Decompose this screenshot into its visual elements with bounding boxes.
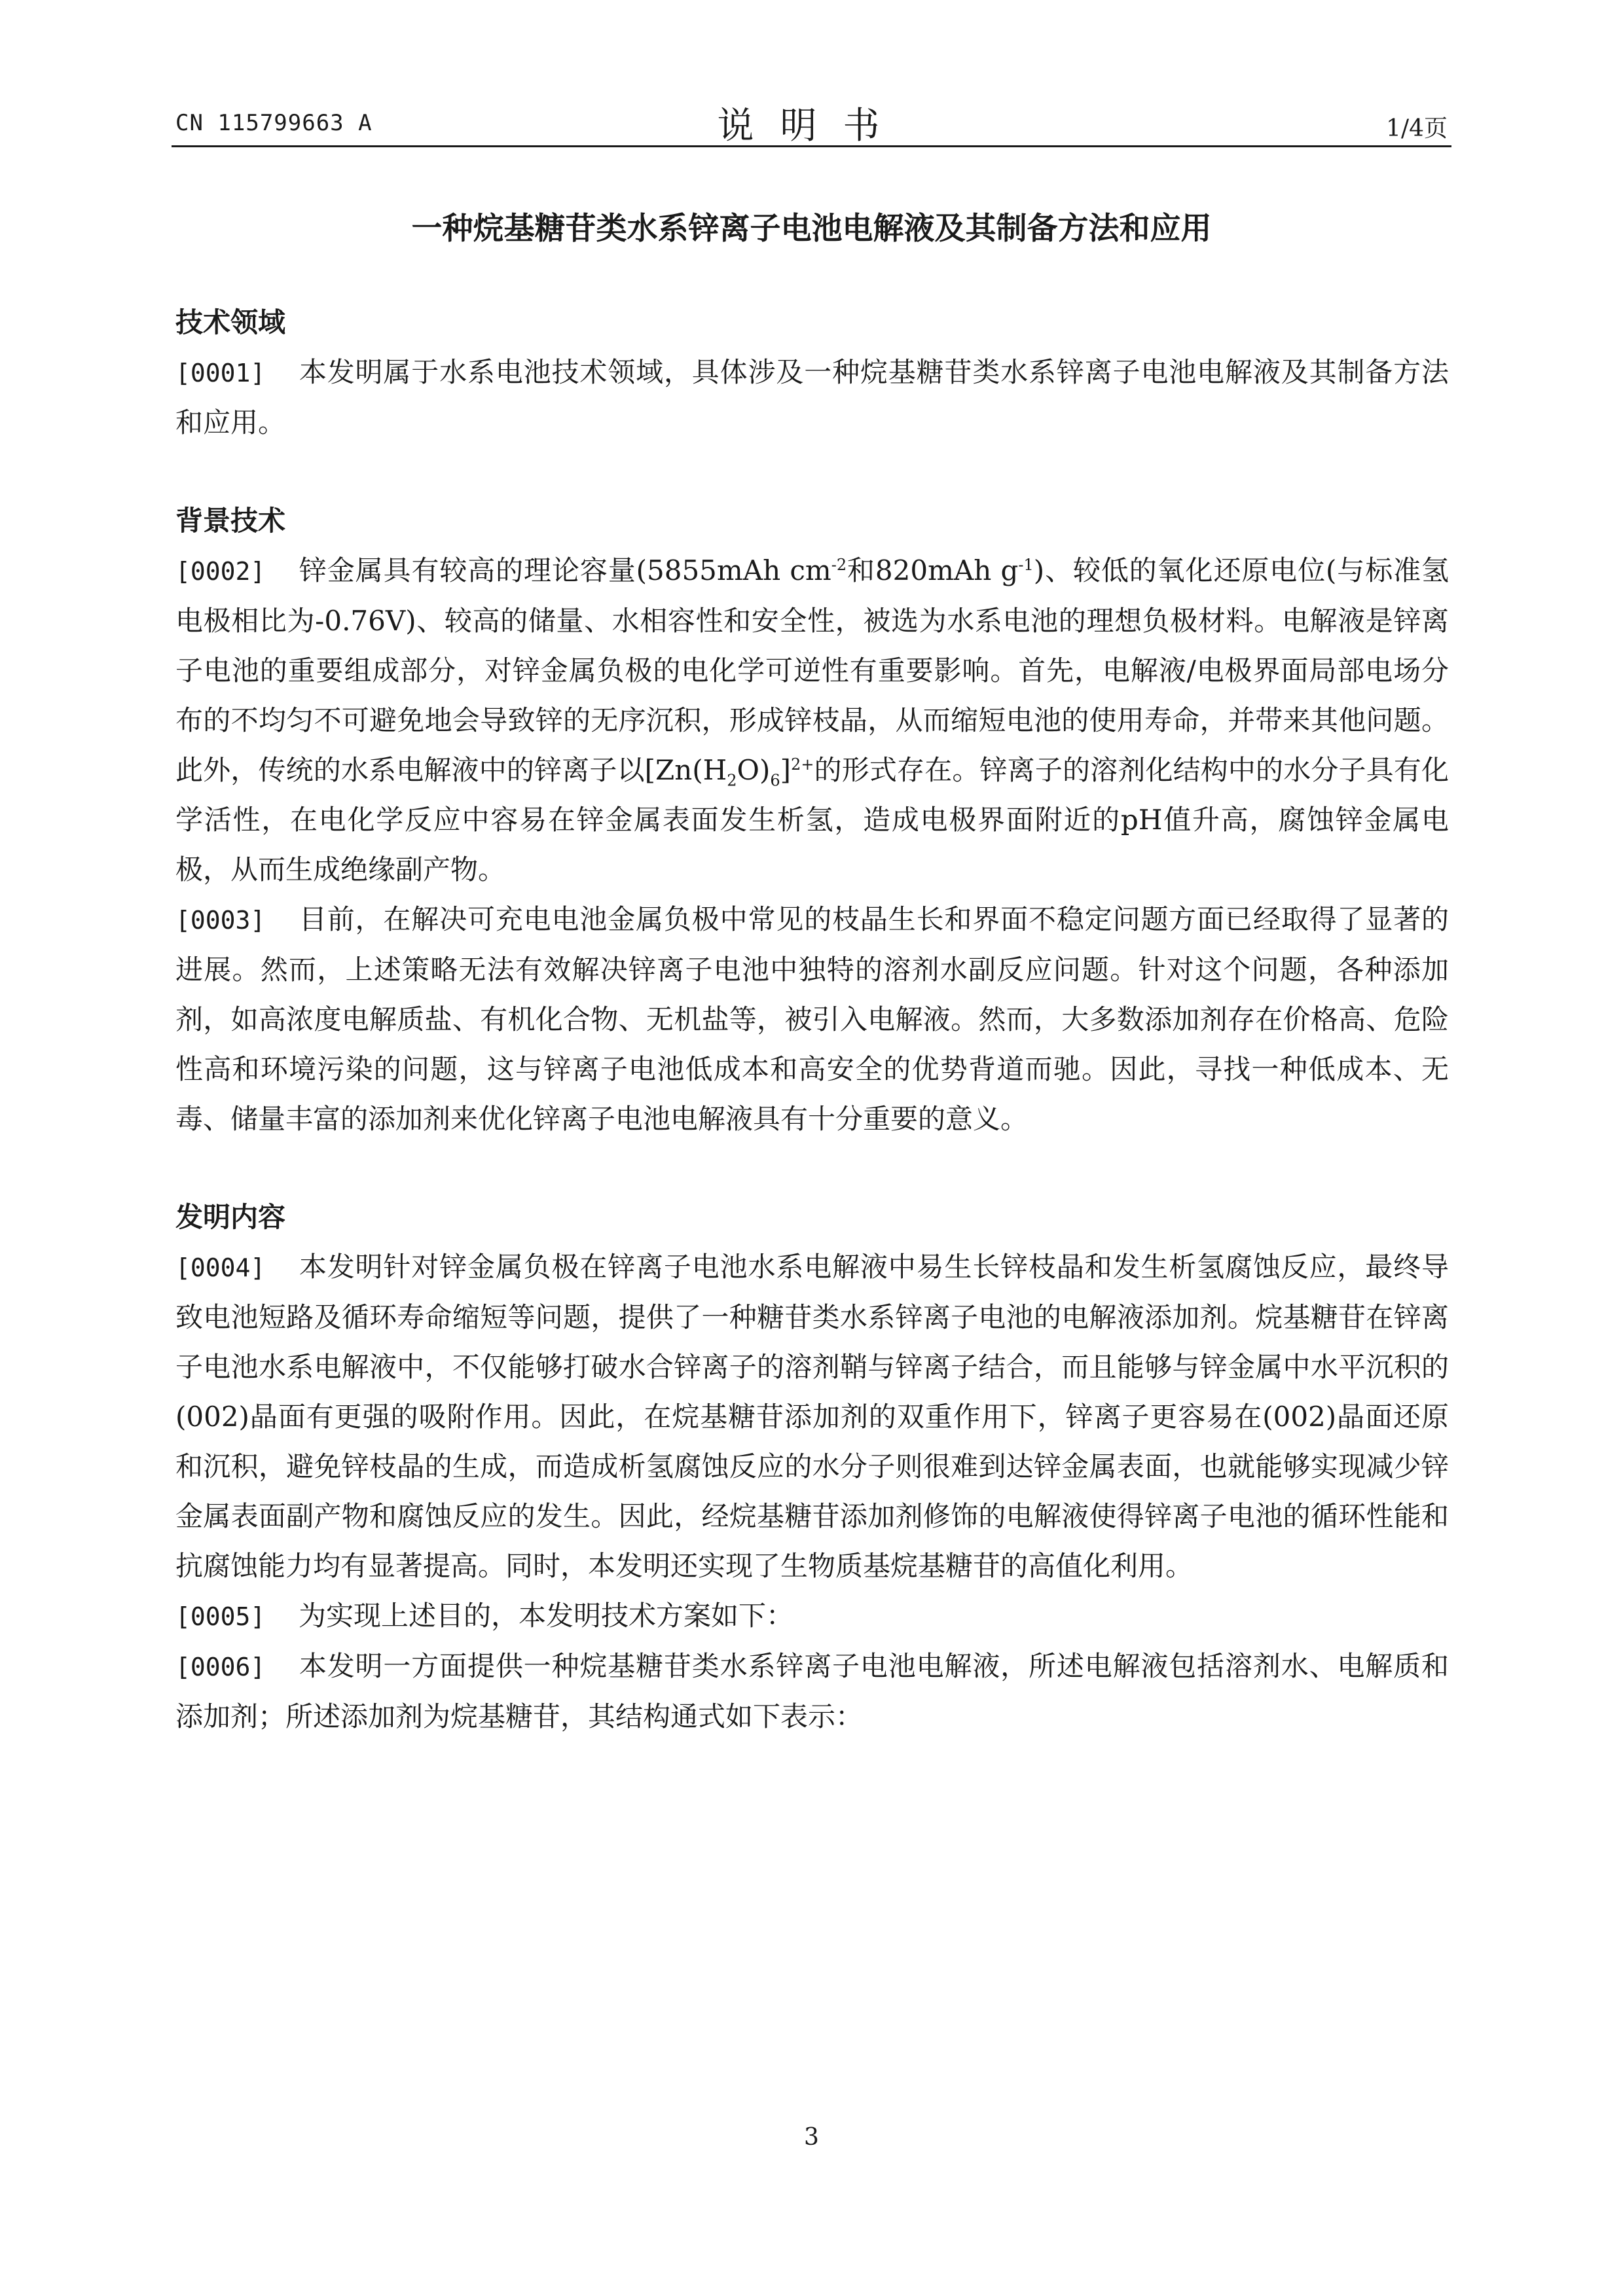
paragraph-number: [0006] xyxy=(175,1653,266,1681)
paragraph-0005 xyxy=(175,1591,1449,1641)
subscript: 2 xyxy=(727,771,737,790)
section-heading-invention: 发明内容 xyxy=(175,1201,286,1233)
paragraph-0006 xyxy=(175,1641,1449,1742)
paragraph-text: 和820mAh g xyxy=(847,554,1019,586)
header-rule xyxy=(172,145,1451,147)
section-heading-background: 背景技术 xyxy=(175,505,286,537)
section-gap xyxy=(175,1144,1449,1193)
superscript: -2 xyxy=(831,556,847,574)
paragraph-text: 本发明一方面提供一种烷基糖苷类水系锌离子电池电解液，所述电解液包括溶剂水、电解质和添加剂；所述添加剂为烷基糖苷，其结构通式如下表示： xyxy=(175,1650,1449,1732)
paragraph-text: 本发明属于水系电池技术领域，具体涉及一种烷基糖苷类水系锌离子电池电解液及其制备方法和应用。 xyxy=(175,356,1449,439)
page-number: 3 xyxy=(804,2124,819,2151)
paragraph-text: 目前，在解决可充电电池金属负极中常见的枝晶生长和界面不稳定问题方面已经取得了显著的进展。然而，上述策略无法有效解决锌离子电池中独特的溶剂水副反应问题。针对这个问题，各种添加剂，如高浓度电解质盐、有机化合物、无机盐等，被引入电解液。然而，大多数添加剂存在价格高、危险性高和环境污染的问题，这与锌离子电池低成本和高安全的优势背道而驰。因此，寻找一种低成本、无毒、储量丰富的添加剂来优化锌离子电池电解液具有十分重要的意义。 xyxy=(175,903,1449,1135)
paragraph-text: 锌金属具有较高的理论容量(5855mAh cm xyxy=(299,554,831,586)
paragraph-0004 xyxy=(175,1242,1449,1591)
subscript: 6 xyxy=(770,771,780,790)
paragraph-number: [0003] xyxy=(175,906,266,935)
paragraph-number: [0002] xyxy=(175,557,266,586)
header-pub-number: CN 115799663 A xyxy=(175,110,373,136)
paragraph-0001 xyxy=(175,348,1449,448)
document-title: 一种烷基糖苷类水系锌离子电池电解液及其制备方法和应用 xyxy=(411,211,1212,247)
section-heading-tech-field: 技术领域 xyxy=(175,306,286,338)
paragraph-number: [0001] xyxy=(175,359,266,387)
paragraph-text: 本发明针对锌金属负极在锌离子电池水系电解液中易生长锌枝晶和发生析氢腐蚀反应，最终导致电池短路及循环寿命缩短等问题，提供了一种糖苷类水系锌离子电池的电解液添加剂。烷基糖苷在锌离子电池水系电解液中，不仅能够打破水合锌离子的溶剂鞘与锌离子结合，而且能够与锌金属中水平沉积的(002)晶面有更强的吸附作用。因此，在烷基糖苷添加剂的双重作用下，锌离子更容易在(002)晶面还原和沉积，避免锌枝晶的生成，而造成析氢腐蚀反应的水分子则很难到达锌金属表面，也就能够实现减少锌金属表面副产物和腐蚀反应的发生。因此，经烷基糖苷添加剂修饰的电解液使得锌离子电池的循环性能和抗腐蚀能力均有显著提高。同时，本发明还实现了生物质基烷基糖苷的高值化利用。 xyxy=(175,1251,1449,1582)
header-doc-type: 说明书 xyxy=(717,105,906,147)
paragraph-0002 xyxy=(175,546,1449,895)
paragraph-text: ] xyxy=(780,754,792,786)
document-body xyxy=(175,298,1449,1742)
superscript: -1 xyxy=(1018,556,1034,574)
paragraph-number: [0004] xyxy=(175,1253,266,1282)
paragraph-text: )、较低的氧化还原电位(与标准氢电极相比为-0.76V)、较高的储量、水相容性和安全性，被选为水系电池的理想负极材料。电解液是锌离子电池的重要组成部分，对锌金属负极的电化学可逆性有重要影响。首先，电解液/电极界面局部电场分布的不均匀不可避免地会导致锌的无序沉积，形成锌枝晶，从而缩短电池的使用寿命，并带来其他问题。此外，传统的水系电解液中的锌离子以[Zn(H xyxy=(175,554,1449,786)
header-page-info: 1/4页 xyxy=(1386,115,1448,142)
paragraph-text: 的形式存在。锌离子的溶剂化结构中的水分子具有化学活性，在电化学反应中容易在锌金属表面发生析氢，造成电极界面附近的pH值升高，腐蚀锌金属电极，从而生成绝缘副产物。 xyxy=(175,754,1449,886)
superscript: 2+ xyxy=(791,755,814,774)
section-gap xyxy=(175,448,1449,496)
paragraph-text: O) xyxy=(737,754,771,786)
paragraph-0003 xyxy=(175,895,1449,1144)
paragraph-number: [0005] xyxy=(175,1602,266,1631)
paragraph-text: 为实现上述目的，本发明技术方案如下： xyxy=(299,1600,794,1632)
